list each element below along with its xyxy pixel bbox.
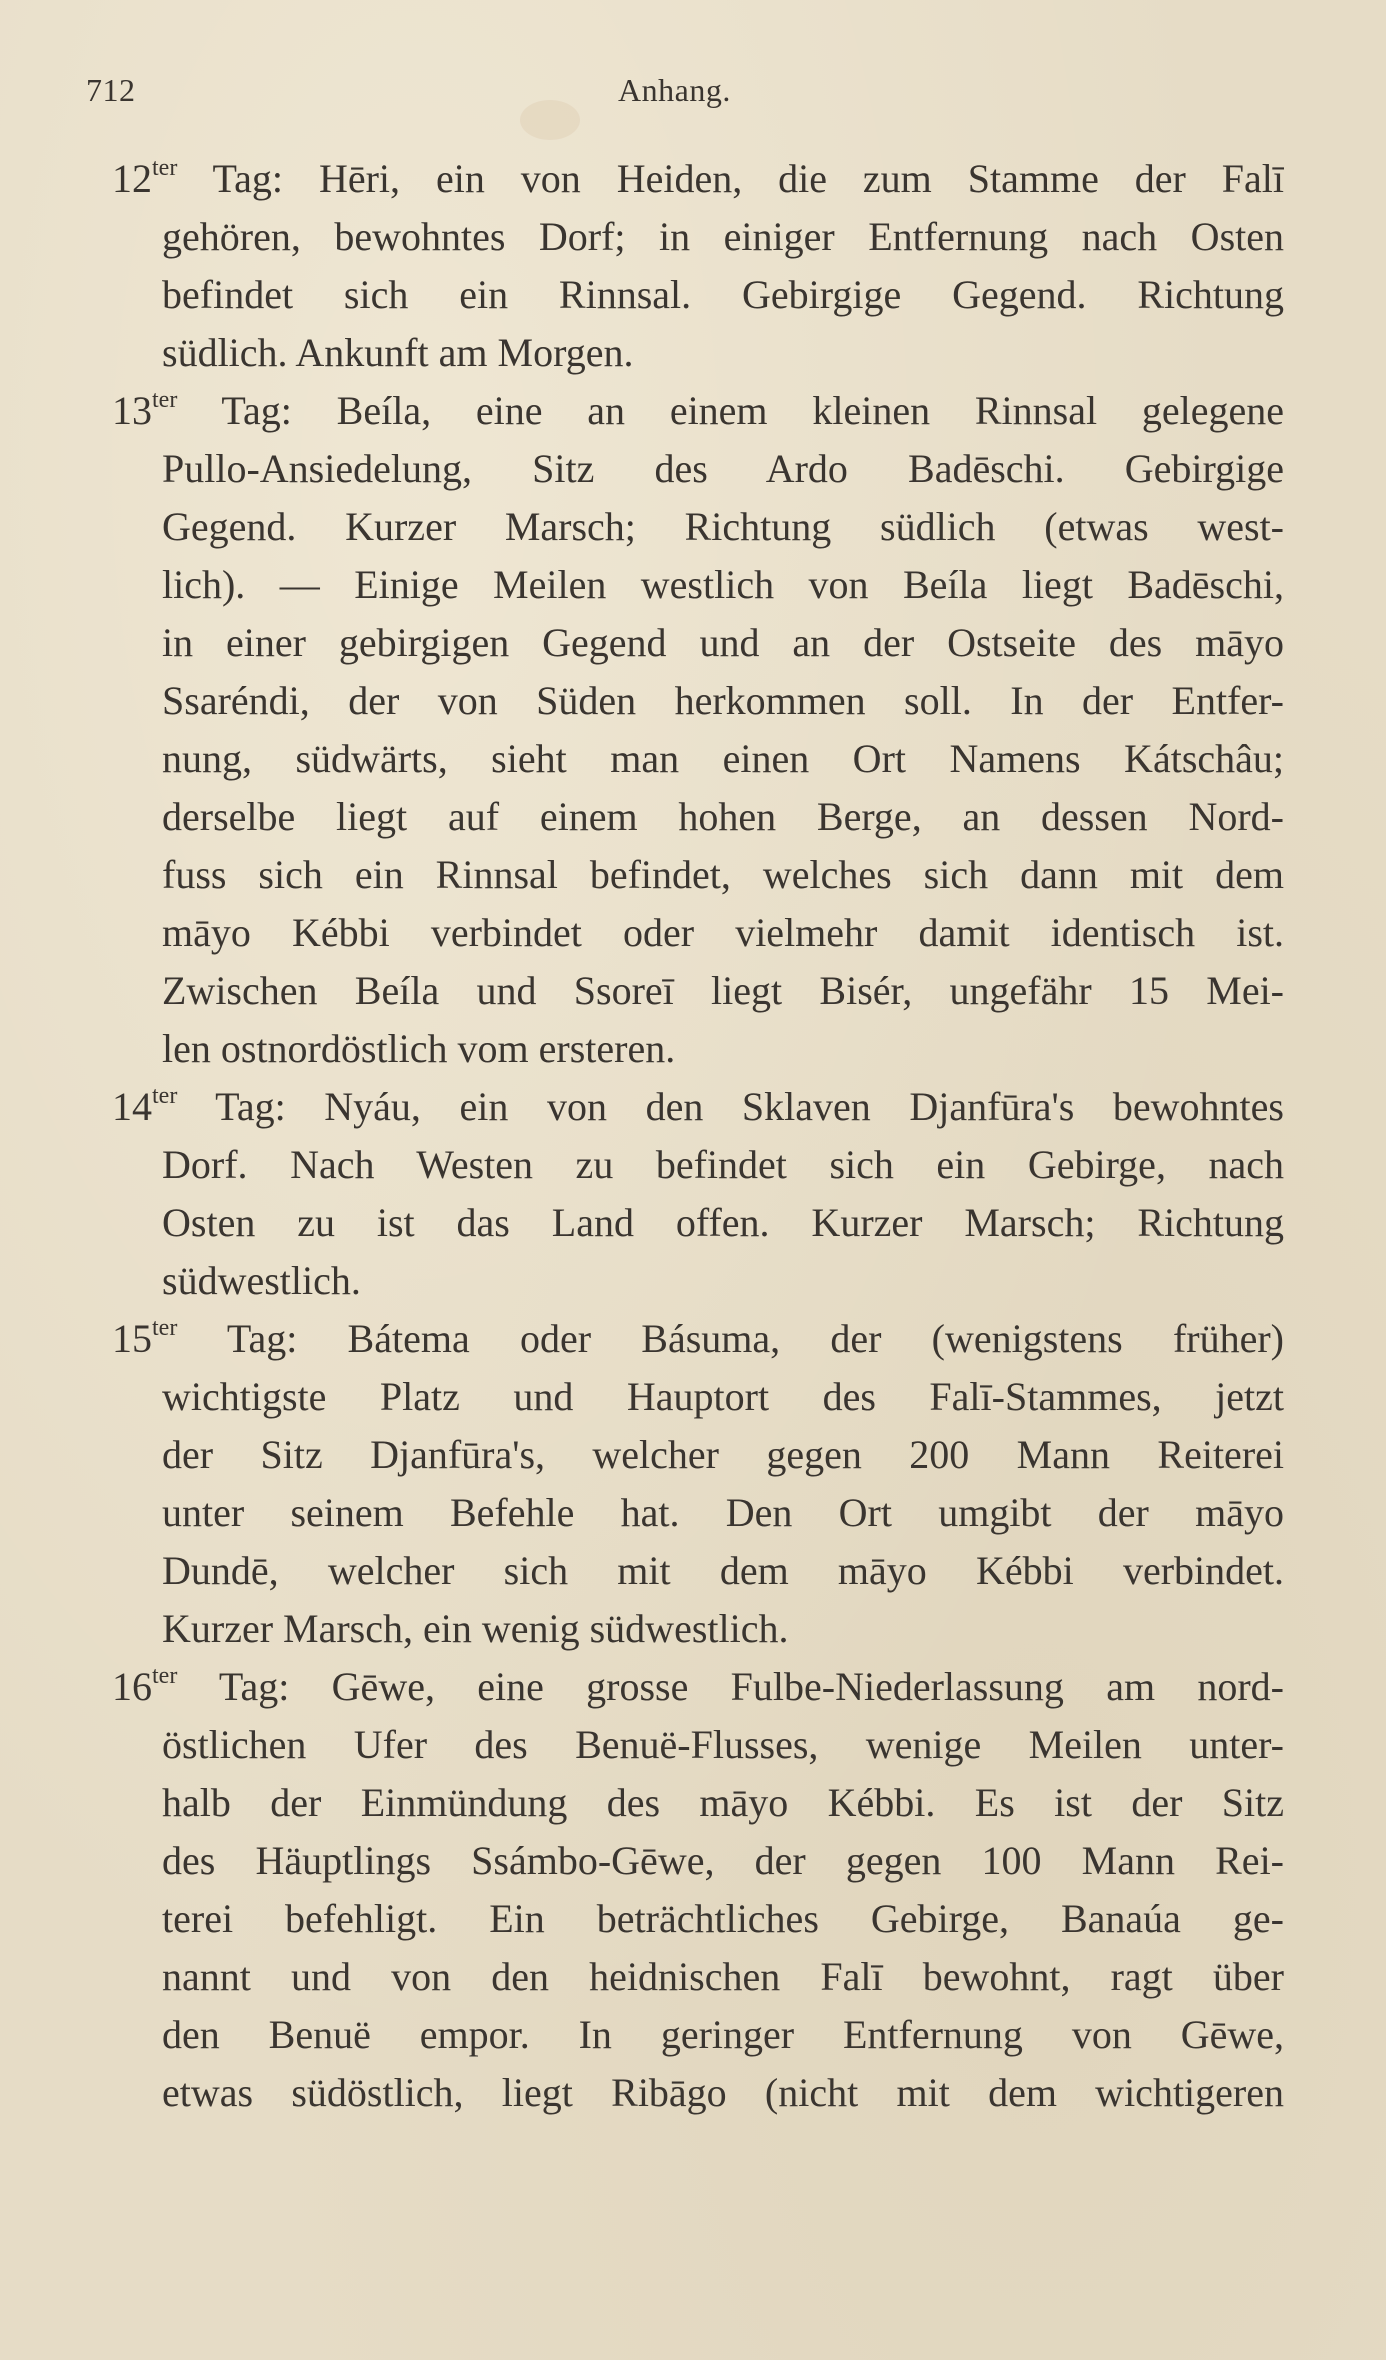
day-entry-15 — [112, 1310, 1284, 1658]
entry-line: unter seinem Befehle hat. Den Ort umgibt der māyo — [162, 1490, 1284, 1535]
entry-line: terei befehligt. Ein beträchtliches Gebirge, Banaúa ge- — [162, 1896, 1284, 1941]
running-title: Anhang. — [618, 72, 731, 108]
entry-line: Dorf. Nach Westen zu befindet sich ein Gebirge, nach — [162, 1142, 1284, 1187]
entry-line — [112, 382, 1284, 440]
page-body — [112, 150, 1284, 2122]
entry-line: gehören, bewohntes Dorf; in einiger Entfernung nach Osten — [162, 214, 1284, 259]
entry-line: Ssaréndi, der von Süden herkommen soll. In der Entfer- — [162, 678, 1284, 723]
day-suffix: ter — [152, 1083, 178, 1109]
entry-line: fuss sich ein Rinnsal befindet, welches sich dann mit dem — [162, 852, 1284, 897]
entry-line: etwas südöstlich, liegt Ribāgo (nicht mit dem wichtigeren — [162, 2070, 1284, 2115]
entry-line: Dundē, welcher sich mit dem māyo Kébbi verbindet. — [162, 1548, 1284, 1593]
entry-line: der Sitz Djanfūra's, welcher gegen 200 Mann Reiterei — [162, 1432, 1284, 1477]
day-entry-13 — [112, 382, 1284, 1078]
page-number: 712 — [86, 72, 136, 108]
entry-line: wichtigste Platz und Hauptort des Falī-Stammes, jetzt — [162, 1374, 1284, 1419]
entry-line: Kurzer Marsch, ein wenig südwestlich. — [162, 1606, 789, 1651]
entry-line — [112, 1310, 1284, 1368]
entry-line: des Häuptlings Ssámbo-Gēwe, der gegen 100 Mann Rei- — [162, 1838, 1284, 1883]
day-entry-14 — [112, 1078, 1284, 1310]
day-number: 13 — [112, 388, 152, 433]
day-entry-12 — [112, 150, 1284, 382]
entry-line: Gegend. Kurzer Marsch; Richtung südlich (etwas west- — [162, 504, 1284, 549]
day-number: 14 — [112, 1084, 152, 1129]
entry-line: lich). — Einige Meilen westlich von Beíla liegt Badēschi, — [162, 562, 1284, 607]
page-header — [86, 72, 1286, 122]
entry-line: derselbe liegt auf einem hohen Berge, an dessen Nord- — [162, 794, 1284, 839]
line-text: Tag: Nyáu, ein von den Sklaven Djanfūra's bewohntes — [177, 1084, 1284, 1129]
entry-line: östlichen Ufer des Benuë-Flusses, wenige Meilen unter- — [162, 1722, 1284, 1767]
entry-line — [112, 1658, 1284, 1716]
line-text: Tag: Bátema oder Básuma, der (wenigstens früher) — [177, 1316, 1284, 1361]
day-number: 15 — [112, 1316, 152, 1361]
day-number: 16 — [112, 1664, 152, 1709]
entry-line: halb der Einmündung des māyo Kébbi. Es ist der Sitz — [162, 1780, 1284, 1825]
entry-line: südlich. Ankunft am Morgen. — [162, 330, 634, 375]
entry-line: befindet sich ein Rinnsal. Gebirgige Gegend. Richtung — [162, 272, 1284, 317]
entry-line: Pullo-Ansiedelung, Sitz des Ardo Badēschi. Gebirgige — [162, 446, 1284, 491]
entry-line: māyo Kébbi verbindet oder vielmehr damit identisch ist. — [162, 910, 1284, 955]
entry-line: nannt und von den heidnischen Falī bewohnt, ragt über — [162, 1954, 1284, 1999]
entry-line: Osten zu ist das Land offen. Kurzer Marsch; Richtung — [162, 1200, 1284, 1245]
entry-line: den Benuë empor. In geringer Entfernung von Gēwe, — [162, 2012, 1284, 2057]
entry-line: in einer gebirgigen Gegend und an der Ostseite des māyo — [162, 620, 1284, 665]
line-text: Tag: Gēwe, eine grosse Fulbe-Niederlassung am nord- — [177, 1664, 1284, 1709]
entry-line — [112, 1078, 1284, 1136]
entry-line: südwestlich. — [162, 1258, 361, 1303]
day-suffix: ter — [152, 387, 178, 413]
day-suffix: ter — [152, 1663, 178, 1689]
entry-line: nung, südwärts, sieht man einen Ort Namens Kátschâu; — [162, 736, 1284, 781]
day-suffix: ter — [152, 155, 178, 181]
entry-line: Zwischen Beíla und Ssoreī liegt Bisér, ungefähr 15 Mei- — [162, 968, 1284, 1013]
entry-line — [112, 150, 1284, 208]
day-entry-16 — [112, 1658, 1284, 2122]
day-number: 12 — [112, 156, 152, 201]
line-text: Tag: Beíla, eine an einem kleinen Rinnsal gelegene — [177, 388, 1284, 433]
entry-line: len ostnordöstlich vom ersteren. — [162, 1026, 676, 1071]
day-suffix: ter — [152, 1315, 178, 1341]
line-text: Tag: Hēri, ein von Heiden, die zum Stamme der Falī — [177, 156, 1284, 201]
